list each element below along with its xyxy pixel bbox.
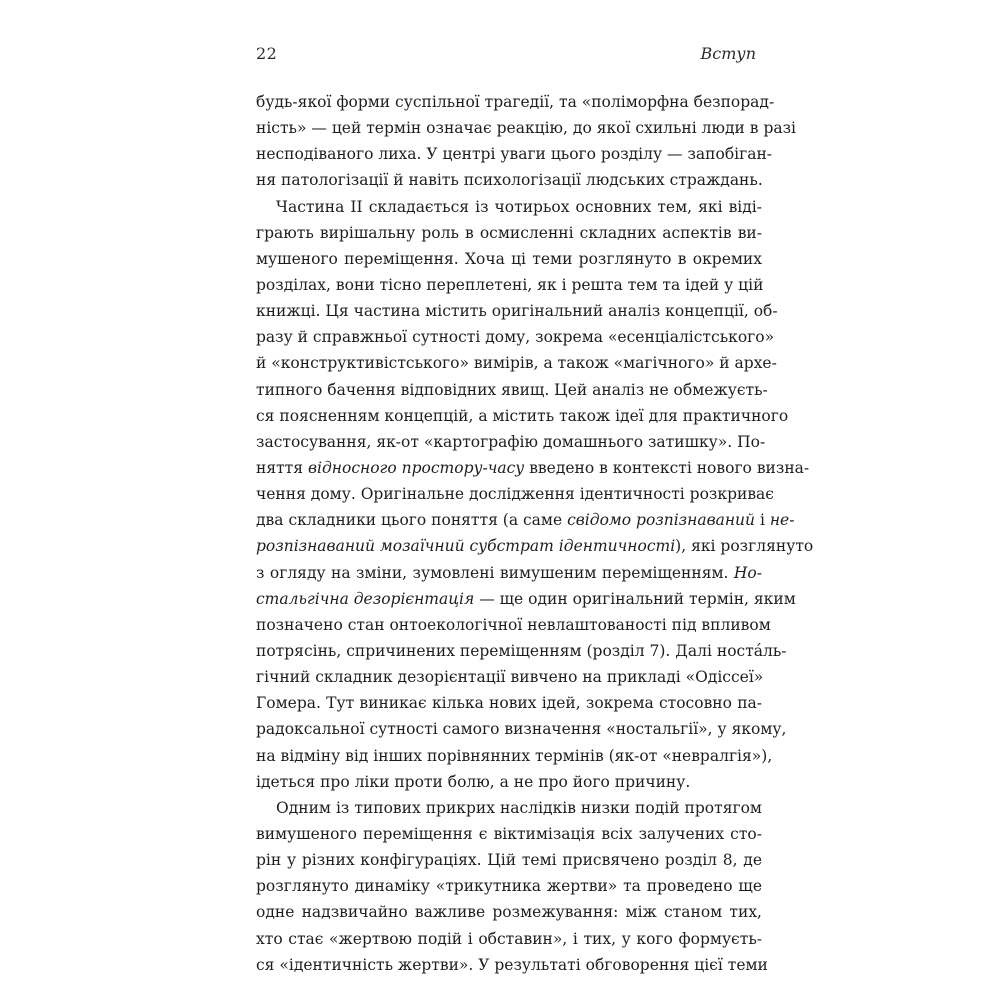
text-line xyxy=(256,847,762,873)
text-line xyxy=(256,795,762,821)
text-run: грають вирішальну роль в осмисленні складних аспектів ви- xyxy=(256,223,762,242)
text-line xyxy=(256,560,762,586)
text-run: типного бачення відповідних явищ. Цей аналіз не обмежуєть- xyxy=(256,380,768,399)
page-number: 22 xyxy=(256,44,278,63)
text-run: і xyxy=(755,511,770,530)
text-line xyxy=(256,455,810,481)
section-title: Вступ xyxy=(700,44,756,63)
text-line xyxy=(256,141,773,167)
text-run: розглянуто динаміку «трикутника жертви» та проведено ще xyxy=(256,877,762,896)
italic-term: розпізнаваний мозаїчний субстрат ідентичності xyxy=(256,537,676,556)
text-line xyxy=(256,298,778,324)
text-line xyxy=(256,377,768,403)
text-line xyxy=(256,926,762,952)
body-text xyxy=(256,89,814,978)
text-line xyxy=(256,324,775,350)
text-run: чення дому. Оригінальне дослідження ідентичності розкриває xyxy=(256,485,774,504)
text-line xyxy=(256,690,762,716)
text-run: ня патологізації й навіть психологізації людських страждань. xyxy=(256,171,763,190)
text-line xyxy=(256,246,762,272)
text-run: позначено стан онтоекологічної невлаштованості під впливом xyxy=(256,615,771,634)
text-run: введено в контексті нового визна- xyxy=(524,458,810,477)
text-line xyxy=(256,664,762,690)
text-line xyxy=(256,350,777,376)
text-run: Частина II складається із чотирьох основних тем, які віді- xyxy=(276,197,762,216)
text-run: ність» — цей термін означає реакцію, до якої схильні люди в разі xyxy=(256,119,797,138)
text-line xyxy=(256,716,787,742)
text-line xyxy=(256,743,773,769)
text-run: ), які розглянуто xyxy=(675,537,814,556)
text-run: гічний складник дезорієнтації вивчено на прикладі «Одіссеї» xyxy=(256,668,764,687)
running-header xyxy=(256,44,756,70)
text-run: разу й справжньої сутності дому, зокрема «есенціалістського» xyxy=(256,328,775,347)
text-run: Одним із типових прикрих наслідків низки подій протягом xyxy=(276,798,762,817)
text-line xyxy=(256,873,762,899)
text-line xyxy=(256,612,771,638)
text-line xyxy=(256,403,789,429)
text-run: одне надзвичайно важливе розмежування: між станом тих, xyxy=(256,903,762,922)
text-run: ся поясненням концепцій, а містить також ідеї для практичного xyxy=(256,406,789,425)
text-run: розділах, вони тісно переплетені, як і решта тем та ідей у цій xyxy=(256,275,764,294)
text-run: Гомера. Тут виникає кілька нових ідей, зокрема стосовно па- xyxy=(256,694,762,713)
text-run: застосування, як-от «картографію домашнього затишку». По- xyxy=(256,432,766,451)
text-run: — ще один оригінальний термін, яким xyxy=(474,589,796,608)
text-line xyxy=(256,769,762,795)
text-line xyxy=(256,220,762,246)
italic-term: свідомо розпізнаваний xyxy=(567,511,756,530)
text-line xyxy=(256,952,768,978)
text-run: й «конструктивістського» вимірів, а також «магічного» й архе- xyxy=(256,354,777,373)
text-run: потрясінь, спричинених переміщенням (розділ 7). Далі ностáль- xyxy=(256,641,787,660)
text-line xyxy=(256,638,787,664)
text-line xyxy=(256,272,762,298)
text-line xyxy=(256,899,762,925)
text-run: ідеться про ліки проти болю, а не про його причину. xyxy=(256,772,691,791)
text-run: ся «ідентичність жертви». У результаті обговорення цієї теми xyxy=(256,955,768,974)
text-run: рін у різних конфігураціях. Цій темі присвячено розділ 8, де xyxy=(256,851,762,870)
text-line xyxy=(256,481,774,507)
text-line xyxy=(256,821,762,847)
italic-term: стальгічна дезорієнтація xyxy=(256,589,475,608)
text-run: два складники цього поняття (а саме xyxy=(256,511,568,530)
text-run: на відміну від інших порівнянних термінів (як-от «невралгія»), xyxy=(256,746,773,765)
text-run: радоксальної сутності самого визначення «ностальгії», у якому, xyxy=(256,720,787,739)
text-line xyxy=(256,89,775,115)
text-line xyxy=(256,429,766,455)
text-line xyxy=(256,194,762,220)
text-run: хто стає «жертвою подій і обставин», і тих, у кого формуєть- xyxy=(256,929,762,948)
text-run: з огляду на зміни, зумовлені вимушеним переміщенням. xyxy=(256,563,734,582)
text-line xyxy=(256,533,814,559)
text-run: вимушеного переміщення є віктимізація всіх залучених сто- xyxy=(256,824,762,843)
text-run: мушеного переміщення. Хоча ці теми розглянуто в окремих xyxy=(256,249,762,268)
text-run: няття xyxy=(256,458,308,477)
italic-term: Но- xyxy=(733,563,762,582)
text-run: несподіваного лиха. У центрі уваги цього розділу — запобіган- xyxy=(256,145,773,164)
italic-term: відносного простору-часу xyxy=(307,458,525,477)
text-run: книжці. Ця частина містить оригінальний аналіз концепції, об- xyxy=(256,302,778,321)
text-line xyxy=(256,507,795,533)
text-line xyxy=(256,115,797,141)
text-run: будь-якої форми суспільної трагедії, та «поліморфна безпорад- xyxy=(256,93,775,111)
text-line xyxy=(256,167,762,193)
text-line xyxy=(256,586,796,612)
italic-term: не- xyxy=(769,511,795,530)
